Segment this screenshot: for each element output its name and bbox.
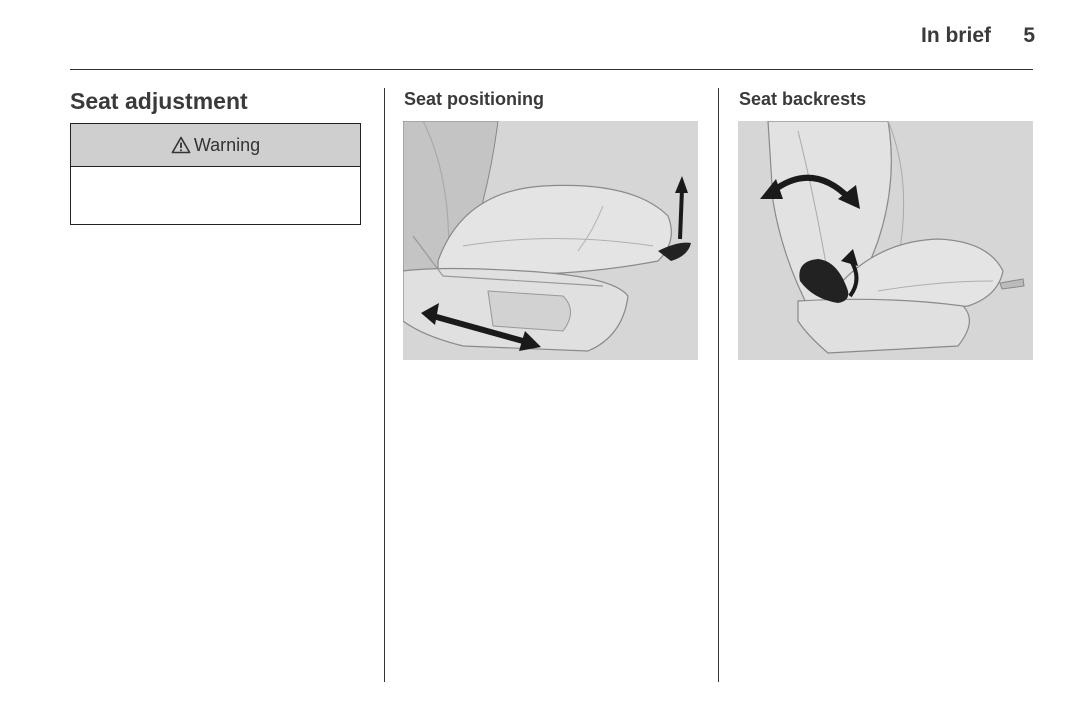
warning-triangle-icon (171, 136, 191, 154)
warning-label: Warning (193, 134, 261, 155)
header-rule (70, 69, 1033, 70)
section-name: In brief (920, 24, 991, 47)
page-number: 5 (1023, 24, 1035, 47)
column-divider-right (718, 88, 719, 682)
column-divider-left (384, 88, 385, 682)
seat-positioning-title: Seat positioning (404, 89, 545, 109)
seat-adjustment-title: Seat adjustment (70, 88, 248, 114)
warning-box (70, 123, 361, 225)
seat-backrests-title: Seat backrests (739, 89, 867, 109)
seat-positioning-illustration (403, 121, 698, 360)
seat-backrest-illustration (738, 121, 1033, 360)
warning-header (71, 124, 360, 167)
